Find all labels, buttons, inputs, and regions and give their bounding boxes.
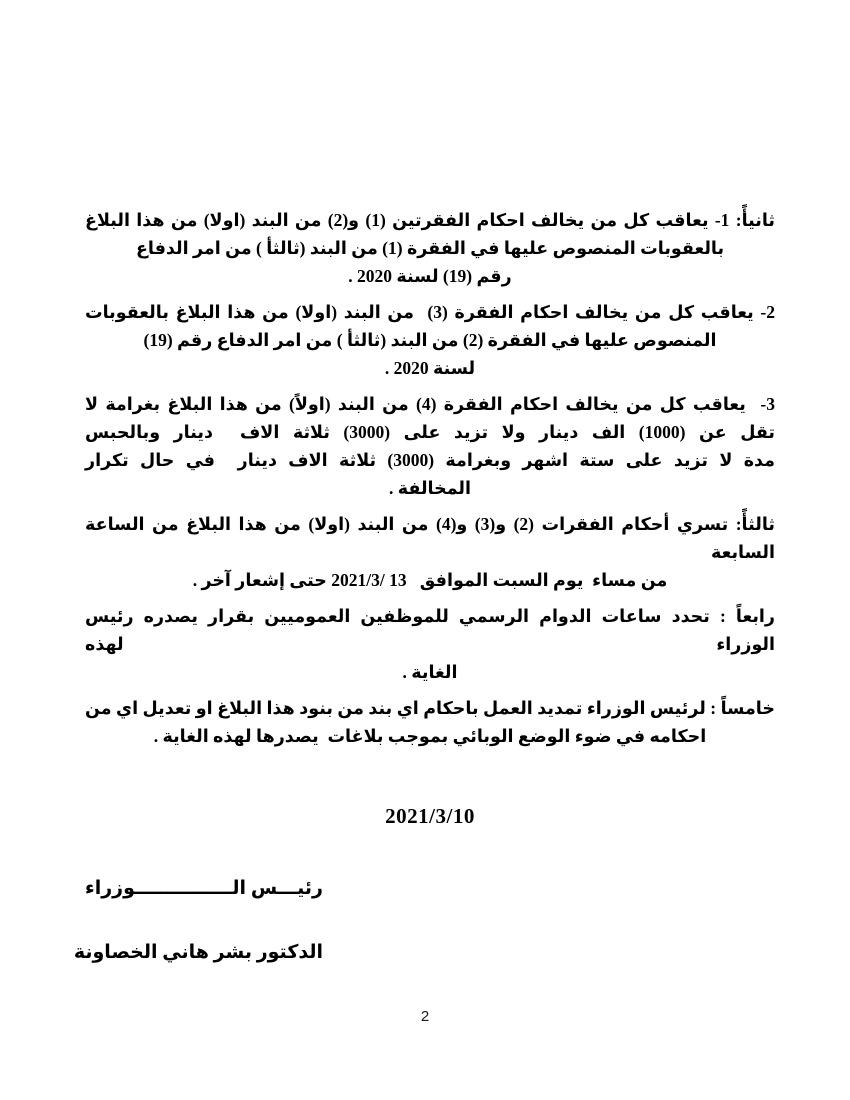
- document-date: 2021/3/10: [385, 804, 475, 828]
- signature-block: [73, 876, 323, 966]
- clause-fourth: [85, 602, 775, 686]
- text-line: تقل عن (1000) الف دينار ولا تزيد على (3000) ثلاثة الاف دينار وبالحبس: [85, 422, 775, 442]
- signature-title: رئيـــس الـــــــــــــــوزراء: [85, 878, 323, 899]
- text-line: 3- يعاقب كل من يخالف احكام الفقرة (4) من البند (اولاً) من هذا البلاغ بغرامة لا: [85, 394, 775, 414]
- clause-item-3: [85, 390, 775, 502]
- text-line: بالعقوبات المنصوص عليها في الفقرة (1) من البند (ثالثأ ) من امر الدفاع: [135, 238, 725, 258]
- text-line: الغاية .: [402, 662, 458, 682]
- signature-name: الدكتور بشر هاني الخصاونة: [73, 942, 323, 963]
- text-line: احكامه في ضوء الوضع الوبائي بموجب بلاغات يصدرها لهذه الغاية .: [153, 726, 707, 746]
- text-line: خامساً : لرئيس الوزراء تمديد العمل باحكام اي بند من بنود هذا البلاغ او تعديل اي من: [85, 698, 775, 718]
- text-line: ثانيأً: 1- يعاقب كل من يخالف احكام الفقرتين (1) و(2) من البند (اولا) من هذا البلاغ: [85, 210, 775, 230]
- text-line: المخالفة .: [388, 478, 471, 498]
- text-line: ثالثأً: تسري أحكام الفقرات (2) و(3) و(4) من البند (اولا) من هذا البلاغ من الساعة السابعة: [85, 514, 775, 562]
- text-line: من مساء يوم السبت الموافق ‭2021/3/ 13‬ حتى إشعار آخر .: [192, 570, 668, 590]
- clause-second: [85, 206, 775, 290]
- text-line: 2- يعاقب كل من يخالف احكام الفقرة (3) من البند (اولا) من هذا البلاغ بالعقوبات: [85, 302, 775, 322]
- clause-item-2: [85, 298, 775, 382]
- text-line: المنصوص عليها في الفقرة (2) من البند (ثالثأ ) من امر الدفاع رقم (19): [143, 330, 717, 350]
- text-line: رقم (19) لسنة 2020 .: [348, 266, 512, 286]
- text-line: مدة لا تزيد على ستة اشهر وبغرامة (3000) ثلاثة الاف دينار في حال تكرار: [85, 450, 775, 470]
- text-line: رابعاً : تحدد ساعات الدوام الرسمي للموظفين العموميين بقرار يصدره رئيس الوزراء لهذه: [85, 606, 775, 654]
- clause-fifth: [85, 694, 775, 750]
- document-body: [73, 206, 775, 966]
- page-number: 2: [420, 1008, 430, 1025]
- clause-third: [85, 510, 775, 594]
- text-line: لسنة 2020 .: [384, 358, 476, 378]
